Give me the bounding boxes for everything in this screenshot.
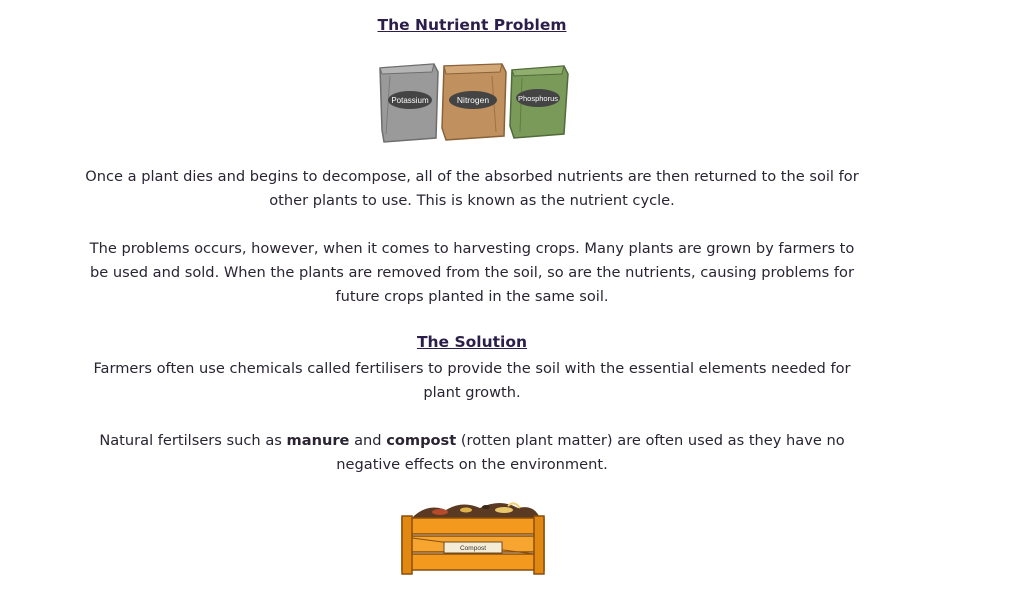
para4-and: and: [349, 432, 387, 449]
fertilisers-paragraph: [0, 357, 944, 405]
manure-term: manure: [286, 432, 350, 449]
para3-line1: Farmers often use chemicals called fertilisers to provide the soil with the essential elements needed for: [93, 360, 851, 377]
para2-line3: future crops planted in the same soil.: [335, 288, 609, 305]
nitrogen-bag: [442, 64, 506, 140]
para3-line2: plant growth.: [423, 384, 521, 401]
natural-fertilisers-paragraph: [0, 429, 944, 477]
compost-term: compost: [386, 432, 457, 449]
para1-line1: Once a plant dies and begins to decompose, all of the absorbed nutrients are then returned to the soil for: [85, 168, 859, 185]
para4-post: (rotten plant matter) are often used as they have no: [456, 432, 845, 449]
nutrient-problem-heading-wrap: [0, 16, 944, 34]
nutrient-problem-heading: The Nutrient Problem: [377, 16, 567, 34]
potassium-label: Potassium: [391, 96, 429, 105]
solution-heading: The Solution: [416, 333, 528, 351]
phosphorus-bag: [510, 66, 568, 138]
crate-body: [402, 516, 544, 574]
para4-line2: negative effects on the environment.: [336, 456, 608, 473]
phosphorus-label: Phosphorus: [517, 94, 559, 103]
compost-crate-label: Compost: [459, 545, 487, 552]
para4-pre: Natural fertilsers such as: [99, 432, 287, 449]
para1-line2: other plants to use. This is known as the nutrient cycle.: [269, 192, 675, 209]
potassium-bag: [380, 64, 438, 142]
para2-line1: The problems occurs, however, when it comes to harvesting crops. Many plants are grown by farmers to: [89, 240, 855, 257]
fertiliser-bags-illustration: [372, 58, 572, 146]
harvesting-problem-paragraph: [0, 237, 944, 309]
nitrogen-label: Nitrogen: [456, 95, 490, 105]
solution-heading-wrap: [0, 333, 944, 351]
compost-crate-illustration: [396, 498, 550, 576]
nutrient-cycle-paragraph: [0, 165, 944, 213]
para2-line2: be used and sold. When the plants are removed from the soil, so are the nutrients, causing problems for: [90, 264, 854, 281]
